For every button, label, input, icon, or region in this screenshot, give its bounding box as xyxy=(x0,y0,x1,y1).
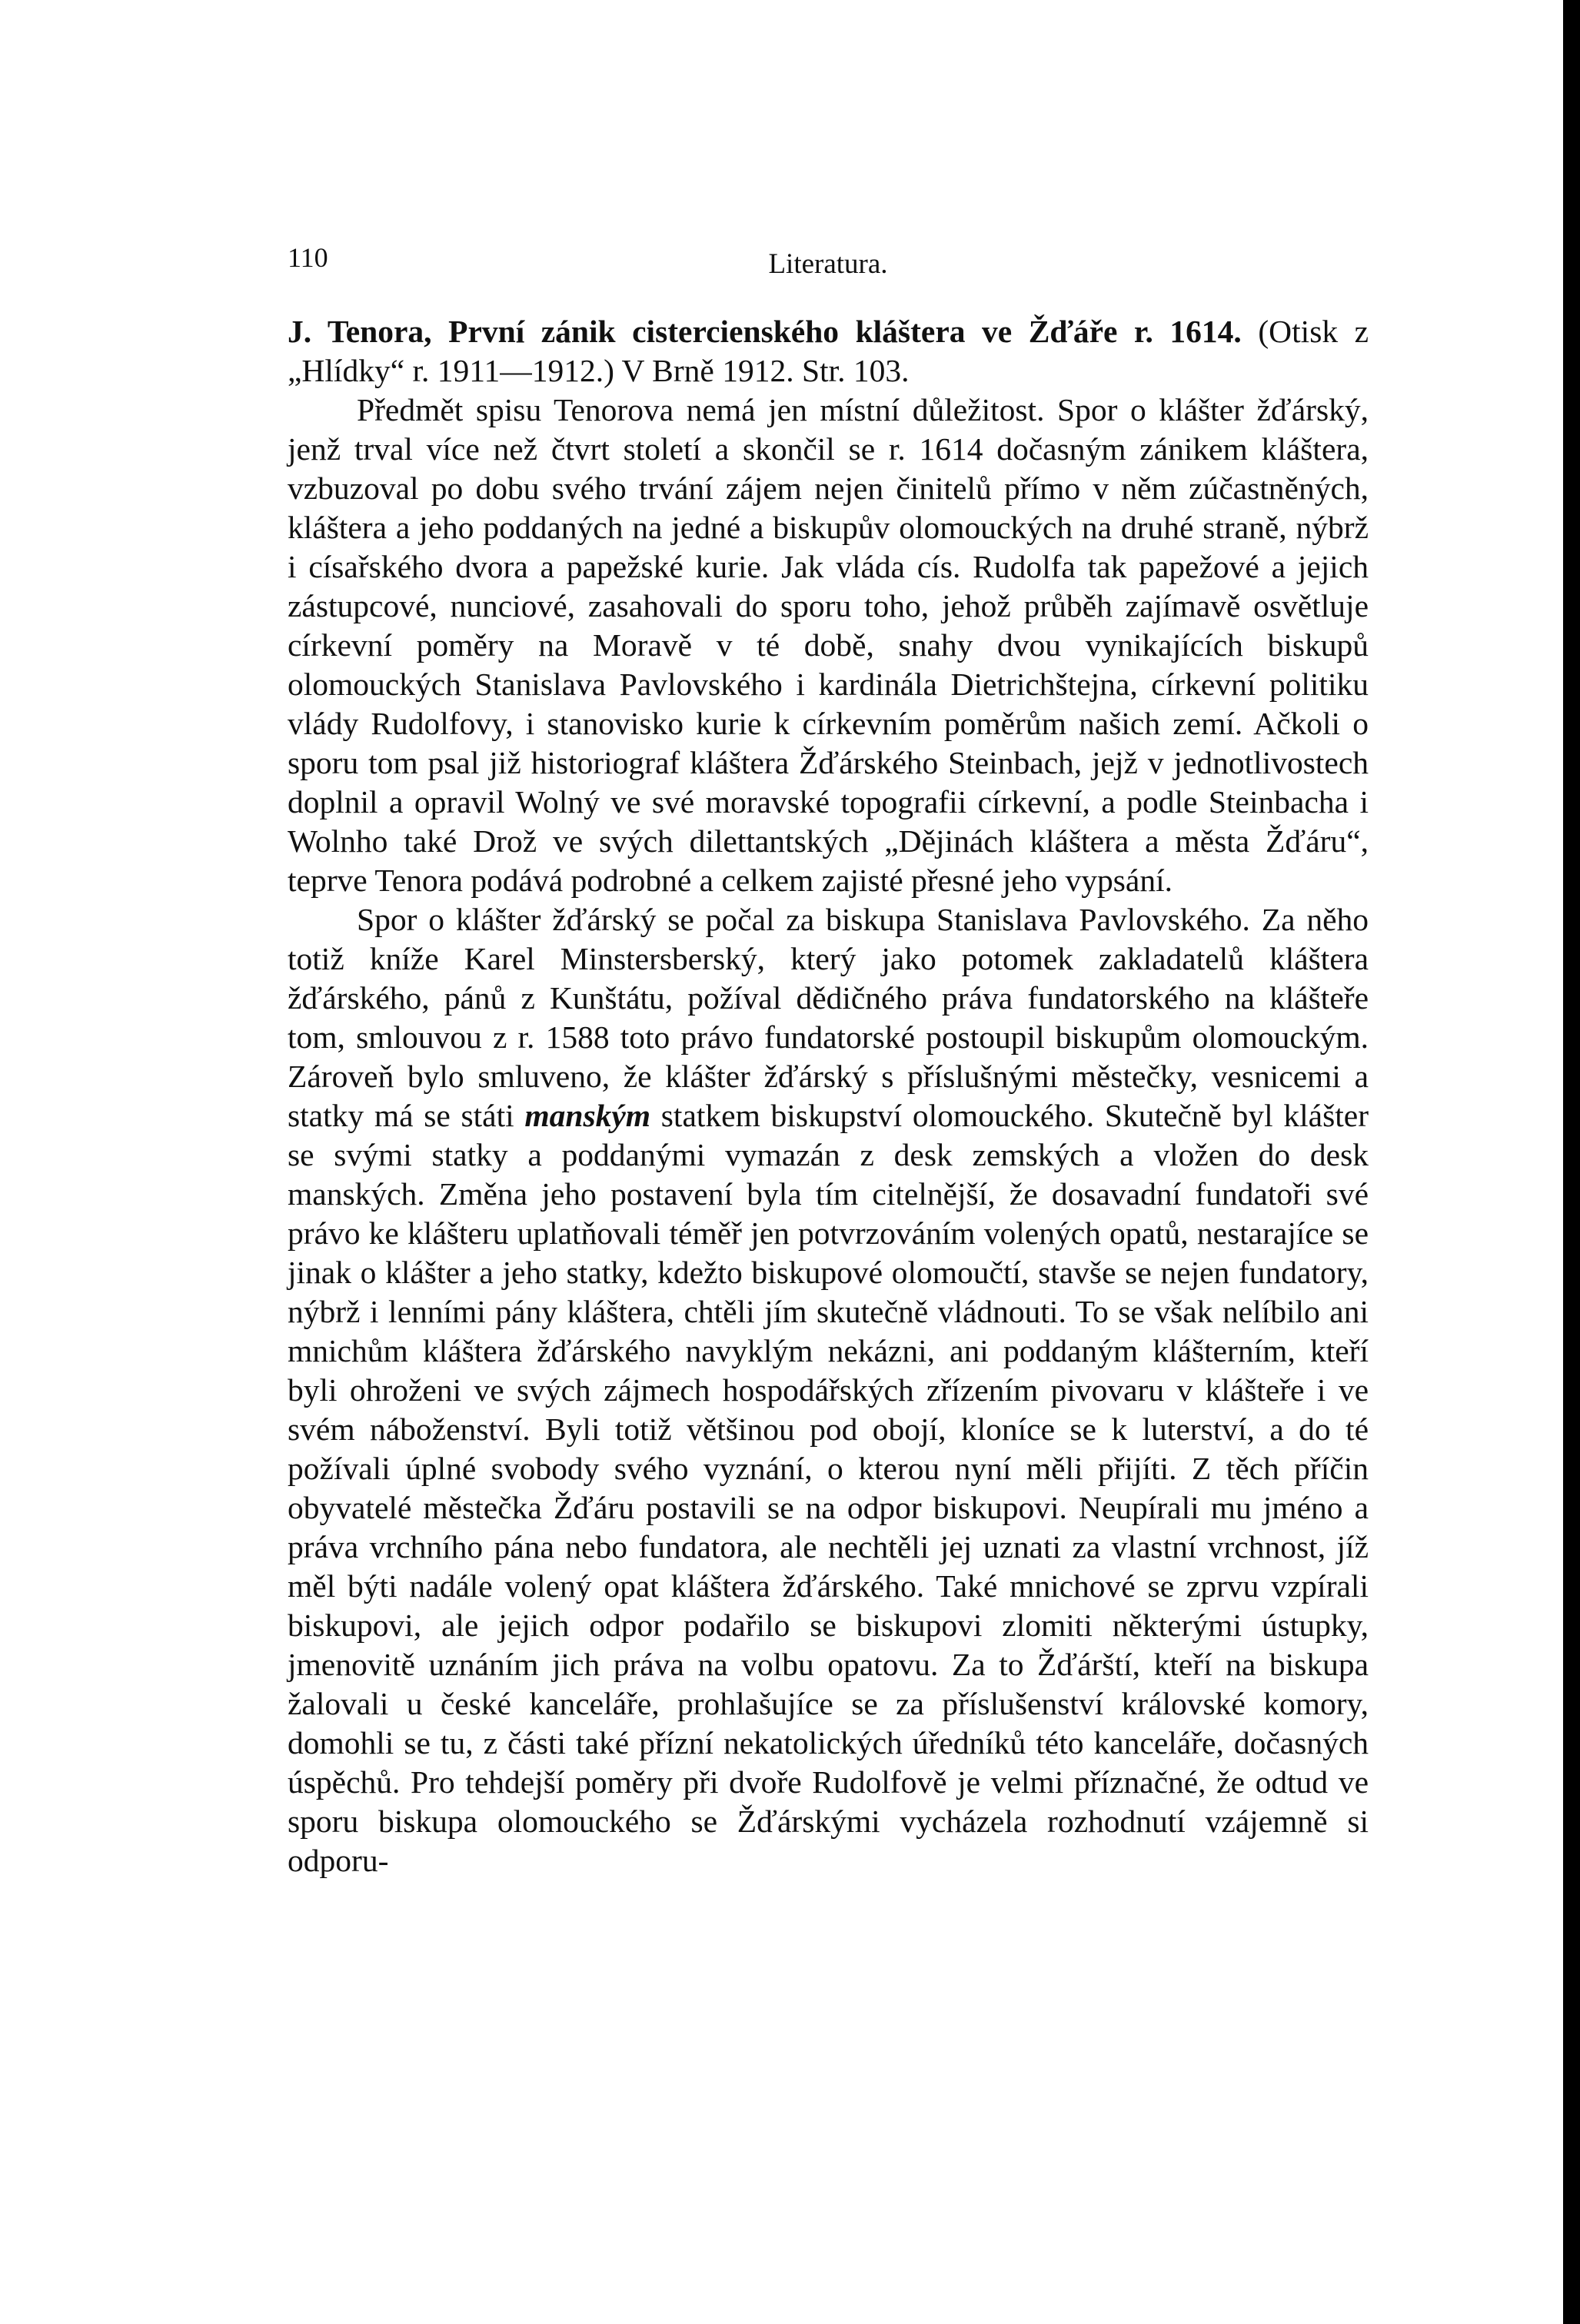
paragraph-2 xyxy=(288,900,1369,1880)
paragraph-1: Předmět spisu Tenorova nemá jen místní důležitost. Spor o klášter žďárský, jenž trval více než čtvrt století a skončil se r. 1614 dočasným zánikem kláštera, vzbuzoval po dobu svého trvání zájem nejen činitelů přímo v něm zúčastněných, kláštera a jeho poddaných na jedné a biskupův olomouckých na druhé straně, nýbrž i císařského dvora a papežské kurie. Jak vláda cís. Rudolfa tak papežové a jejich zástupcové, nunciové, zasahovali do sporu toho, jehož průběh zajímavě osvětluje církevní poměry na Moravě v té době, snahy dvou vynikajících biskupů olomouckých Stanislava Pavlovského i kardinála Dietrichštejna, církevní politiku vlády Rudolfovy, i stanovisko kurie k církevním poměrům našich zemí. Ačkoli o sporu tom psal již historiograf kláštera Žďárského Steinbach, jejž v jednotlivostech doplnil a opravil Wolný ve své moravské topografii církevní, a podle Steinbacha i Wolnho také Drož ve svých dilettantských „Dějinách kláštera a města Žďáru“, teprve Tenora podává podrobné a celkem zajisté přesné jeho vypsání. xyxy=(288,392,1369,898)
citation-details: (Otisk z „Hlídky“ r. 1911—1912.) V Brně 1912. Str. 103. xyxy=(288,314,1369,388)
scan-edge-bar xyxy=(1563,0,1580,2324)
citation-title: První zánik cistercienského kláštera ve Žďáře r. 1614. xyxy=(448,314,1242,349)
book-page xyxy=(288,231,1369,1880)
paragraph-2-emphasis: manským xyxy=(524,1098,651,1133)
running-title: Literatura. xyxy=(768,248,888,280)
running-head xyxy=(288,231,1369,280)
page-number: 110 xyxy=(288,242,328,273)
paragraph-2-part-2: statkem biskupství olomouckého. Skutečně byl klášter se svými statky a poddanými vymazán z desk zemských a vložen do desk manských. Změna jeho postavení byla tím citelnější, že dosavadní fundatoři své právo ke klášteru uplatňovali téměř jen potvrzováním volených opatů, nestarajíce se jinak o klášter a jeho statky, kdežto biskupové olomoučtí, stavše se nejen fundatory, nýbrž i lenními pány kláštera, chtěli jím skutečně vládnouti. To se však nelíbilo ani mnichům kláštera žďárského navyklým nekázni, ani poddaným klášterním, kteří byli ohroženi ve svých zájmech hospodářských zřízením pivovaru v klášteře i ve svém náboženství. Byli totiž většinou pod obojí, kloníce se k luterství, a do té požívali úplné svobody svého vyznání, o kterou nyní měli přijíti. Z těch příčin obyvatelé městečka Žďáru postavili se na odpor biskupovi. Neupírali mu jméno a práva vrchního pána nebo fundatora, ale nechtěli jej uznati za vlastní vrchnost, jíž měl býti nadále volený opat kláštera žďárského. Také mnichové se zprvu vzpírali biskupovi, ale jejich odpor podařilo se biskupovi zlomiti některými ústupky, jmenovitě uznáním jich práva na volbu opatovu. Za to Žďárští, kteří na biskupa žalovali u české kanceláře, prohlašujíce se za příslušenství královské komory, domohli se tu, z části také přízní nekatolických úředníků této kanceláře, dočasných úspěchů. Pro tehdejší poměry při dvoře Rudolfově je velmi příznačné, že odtud ve sporu biskupa olomouckého se Žďárskými vycházela rozhodnutí vzájemně si odporu- xyxy=(288,1098,1369,1878)
bibliographic-citation xyxy=(288,312,1369,391)
paragraph-2-part-1: Spor o klášter žďárský se počal za biskupa Stanislava Pavlovského. Za něho totiž kníže Karel Minstersberský, který jako potomek zakladatelů kláštera žďárského, pánů z Kunštátu, požíval dědičného práva fundatorského na klášteře tom, smlouvou z r. 1588 toto právo fundatorské postoupil biskupům olomouckým. Zároveň bylo smluveno, že klášter žďárský s příslušnými městečky, vesnicemi a statky má se státi xyxy=(288,902,1369,1133)
citation-author: J. Tenora, xyxy=(288,314,432,349)
